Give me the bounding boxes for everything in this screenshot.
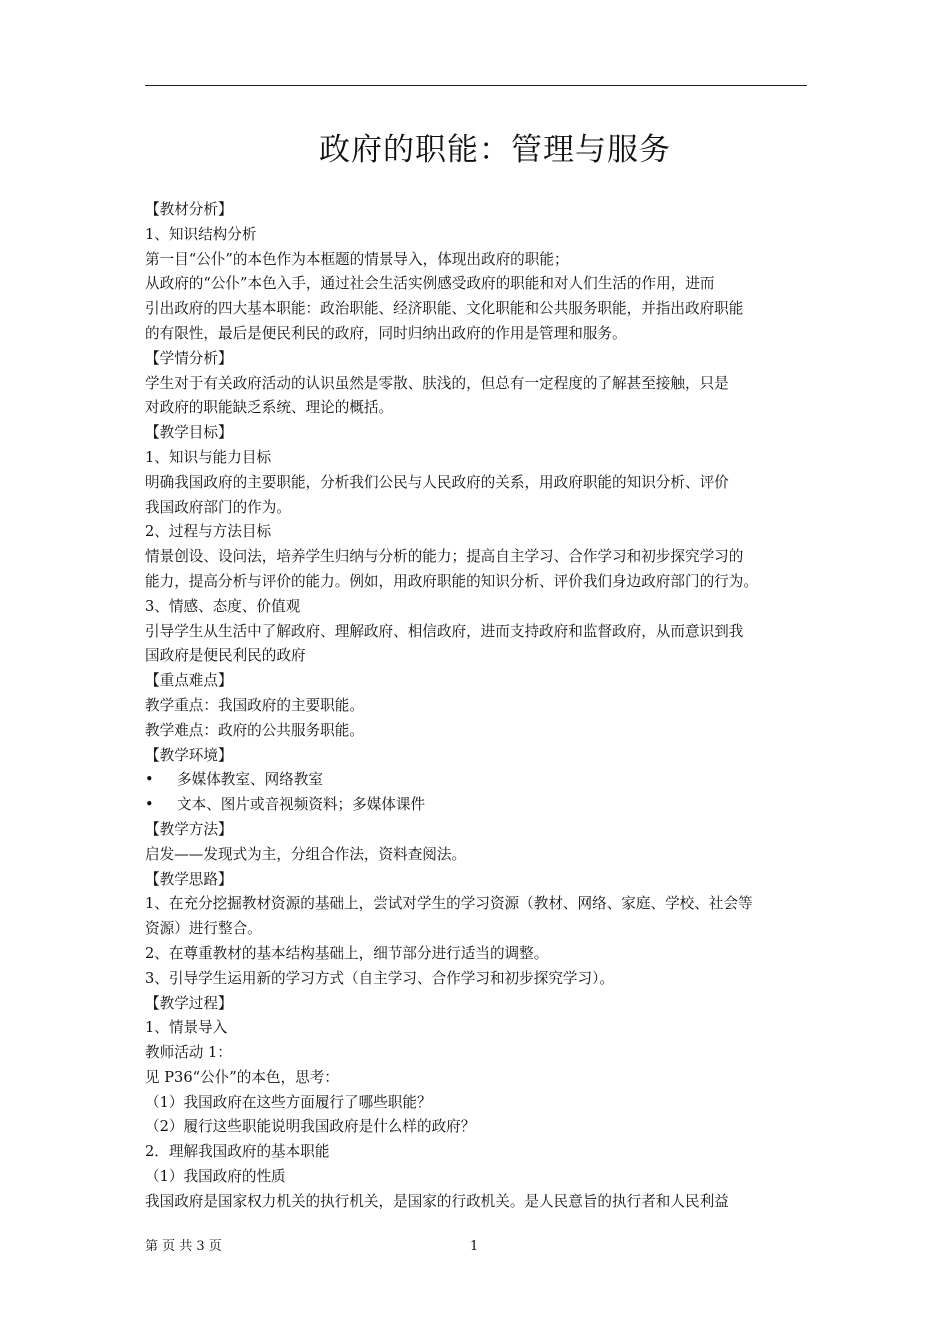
section-heading: 【学情分析】 [145, 349, 233, 367]
paragraph-line: 情景创设、设问法，培养学生归纳与分析的能力；提高自主学习、合作学习和初步探究学习的 [145, 548, 744, 566]
document-title: 政府的职能：管理与服务 [319, 132, 671, 168]
subheading: （1）我国政府的性质 [145, 1168, 286, 1186]
section-heading: 【教学思路】 [145, 870, 233, 888]
bullet-text: 多媒体教室、网络教室 [177, 771, 323, 789]
bullet-item [145, 768, 810, 793]
section-heading: 【教学目标】 [145, 424, 233, 442]
bullet-item [145, 793, 810, 818]
section-heading: 【教材分析】 [145, 201, 233, 218]
paragraph-line: 1、在充分挖掘教材资源的基础上，尝试对学生的学习资源（教材、网络、家庭、学校、社会等 [145, 895, 753, 913]
paragraph-line: 能力，提高分析与评价的能力。例如，用政府职能的知识分析、评价我们身边政府部门的行为。 [145, 572, 758, 590]
paragraph-line: 国政府是便民利民的政府 [145, 647, 306, 665]
document-body [145, 198, 810, 1215]
subheading: 2、过程与方法目标 [145, 523, 272, 541]
paragraph-line: 从政府的“公仆”本色入手，通过社会生活实例感受政府的职能和对人们生活的作用，进而 [145, 275, 715, 293]
header-rule [145, 85, 807, 86]
paragraph-line: 引出政府的四大基本职能：政治职能、经济职能、文化职能和公共服务职能，并指出政府职能 [145, 300, 744, 318]
subheading: 1、情景导入 [145, 1019, 228, 1037]
subheading: 2．理解我国政府的基本职能 [145, 1143, 330, 1161]
paragraph-line: 明确我国政府的主要职能，分析我们公民与人民政府的关系，用政府职能的知识分析、评价 [145, 473, 729, 491]
paragraph-line: 的有限性，最后是便民利民的政府，同时归纳出政府的作用是管理和服务。 [145, 324, 627, 342]
paragraph-line: 教学重点：我国政府的主要职能。 [145, 696, 364, 714]
paragraph-line: 资源）进行整合。 [145, 920, 262, 938]
paragraph-line: 我国政府部门的作为。 [145, 498, 291, 516]
paragraph-line: 第一目“公仆”的本色作为本框题的情景导入，体现出政府的职能； [145, 250, 569, 268]
subheading: 3、情感、态度、价值观 [145, 597, 301, 615]
paragraph-line: 对政府的职能缺乏系统、理论的概括。 [145, 399, 394, 417]
page-count-footer: 第 页 共 3 页 [145, 1239, 222, 1254]
paragraph-line: 2、在尊重教材的基本结构基础上，细节部分进行适当的调整。 [145, 944, 549, 962]
question-line: （2）履行这些职能说明我国政府是什么样的政府？ [145, 1118, 476, 1136]
paragraph-line: 见 P36“公仆”的本色，思考： [145, 1068, 339, 1086]
bullet-text: 文本、图片或音视频资料；多媒体课件 [177, 796, 426, 814]
paragraph-line: 教师活动 1： [145, 1044, 232, 1062]
paragraph-line: 学生对于有关政府活动的认识虽然是零散、肤浅的，但总有一定程度的了解甚至接触，只是 [145, 374, 729, 392]
subheading: 1、知识结构分析 [145, 225, 257, 243]
section-heading: 【重点难点】 [145, 672, 233, 690]
subheading: 1、知识与能力目标 [145, 448, 272, 466]
bullet-mark: • [145, 796, 154, 814]
page-number: 1 [470, 1239, 479, 1254]
section-heading: 【教学方法】 [145, 820, 233, 838]
section-heading: 【教学环境】 [145, 746, 233, 764]
paragraph-line: 引导学生从生活中了解政府、理解政府、相信政府，进而支持政府和监督政府，从而意识到我 [145, 622, 744, 640]
question-line: （1）我国政府在这些方面履行了哪些职能？ [145, 1093, 432, 1111]
bullet-mark: • [145, 771, 154, 789]
paragraph-line: 3、引导学生运用新的学习方式（自主学习、合作学习和初步探究学习）。 [145, 969, 614, 987]
paragraph-line: 启发——发现式为主，分组合作法，资料查阅法。 [145, 845, 467, 863]
paragraph-line: 教学难点：政府的公共服务职能。 [145, 721, 364, 739]
section-heading: 【教学过程】 [145, 994, 233, 1012]
paragraph-line: 我国政府是国家权力机关的执行机关，是国家的行政机关。是人民意旨的执行者和人民利益 [145, 1192, 729, 1210]
